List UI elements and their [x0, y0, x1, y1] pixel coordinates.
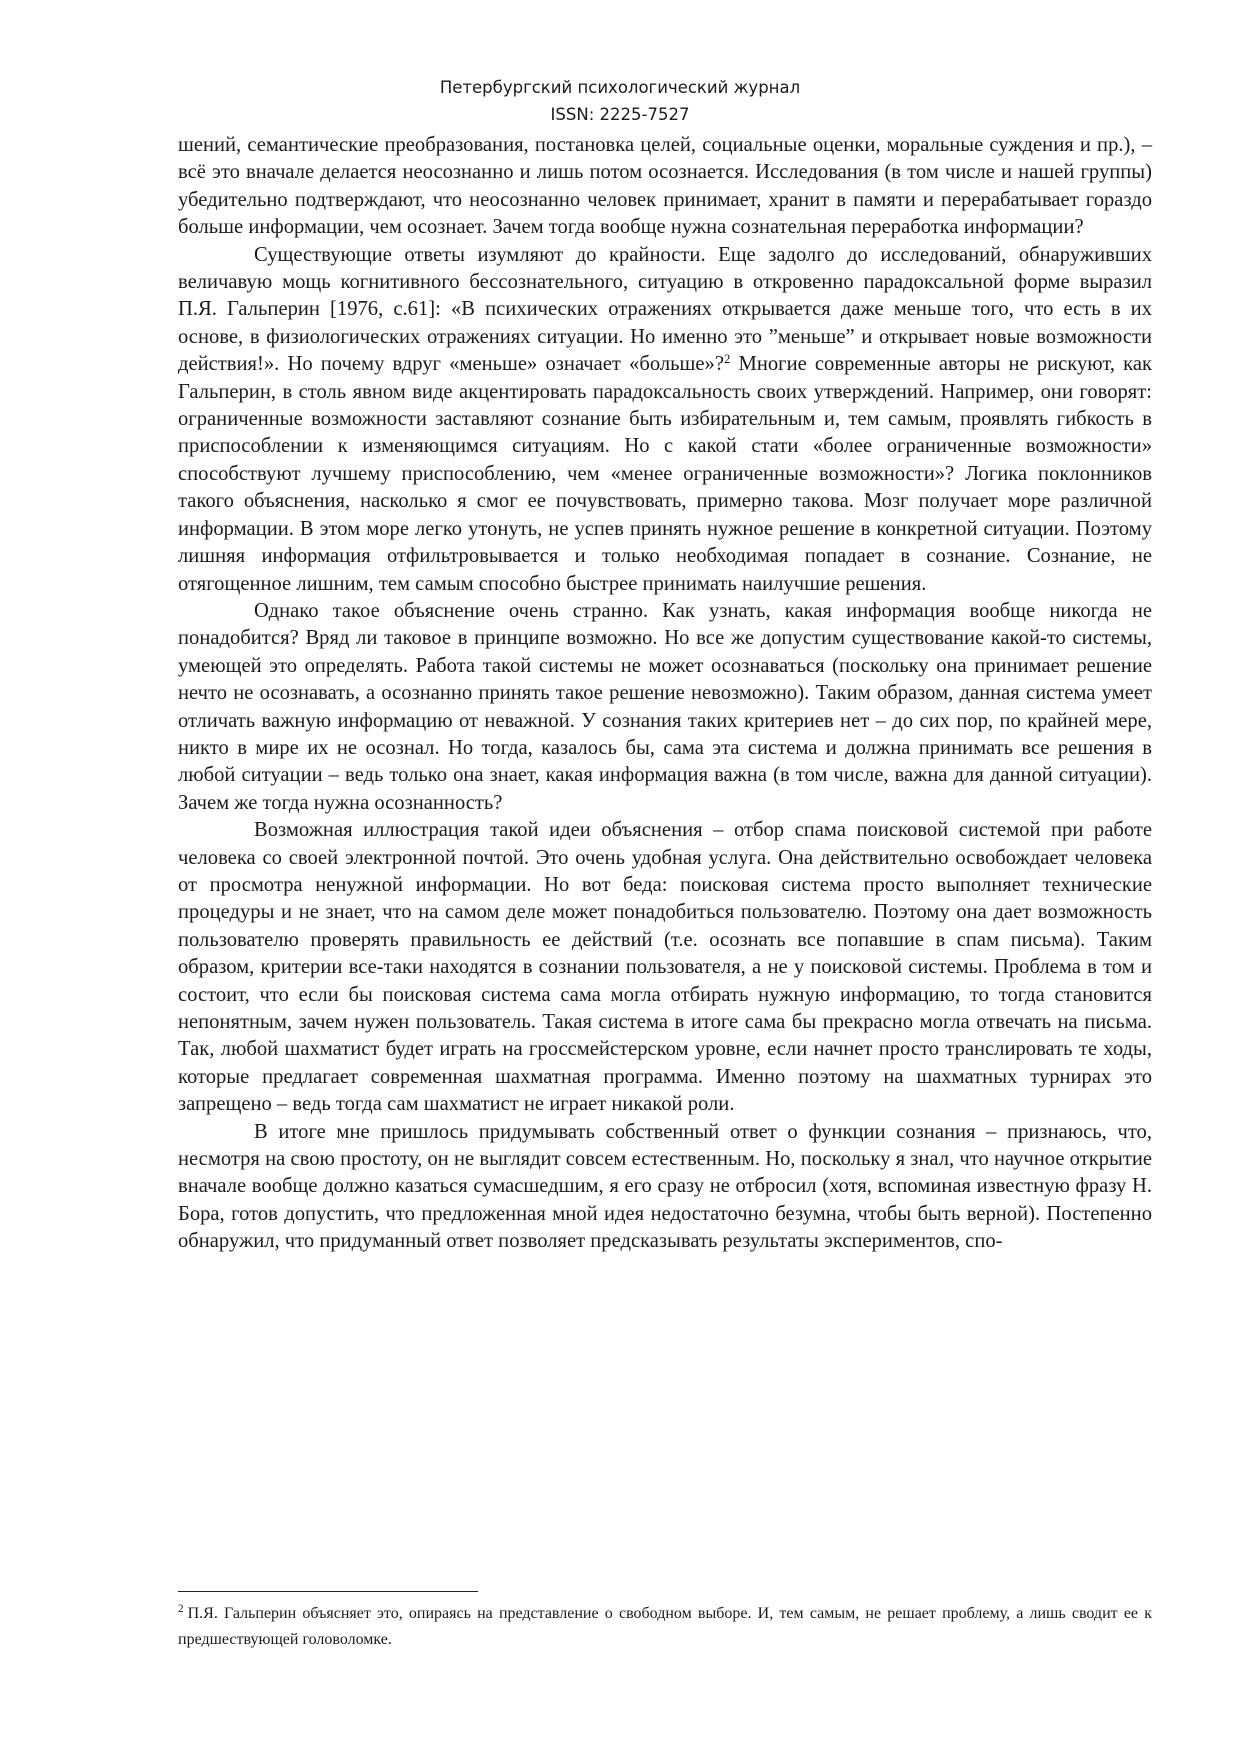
issn: ISSN: 2225-7527 [550, 105, 690, 124]
footnote-reference[interactable]: 2 [723, 352, 731, 367]
running-header [0, 74, 1240, 128]
footnote-text: П.Я. Гальперин объясняет это, опираясь на представление о свободном выборе. И, тем самым, не решает проблему, а лишь сводит ее к предшествующей головоломке. [178, 1605, 1152, 1648]
journal-title: Петербургский психологический журнал [439, 78, 801, 97]
paragraph-strange-explanation: Однако такое объяснение очень странно. Как узнать, какая информация вообще никогда не понадобится? Вряд ли таковое в принципе возможно. Но все же допустим существование какой-то системы, умеющей это определять. Работа такой системы не может осознаваться (поскольку она принимает решение нечто не осознавать, а осознанно принять такое решение невозможно). Таким образом, данная система умеет отличать важную информацию от неважной. У сознания таких критериев нет – до сих пор, по крайней мере, никто в мире их не осознал. Но тогда, казалось бы, сама эта система и должна принимать все решения в любой ситуации – ведь только она знает, какая информация важна (в том числе, важна для данной ситуации). Зачем же тогда нужна осознанность? [178, 599, 1152, 814]
paragraph-continued: шений, семантические преобразования, постановка целей, социальные оценки, моральные суждения и пр.), – всё это вначале делается неосознанно и лишь потом осознается. Исследования (в том числе и нашей группы) убедительно подтверждают, что неосознанно человек принимает, хранит в памяти и перерабатывает гораздо больше информации, чем осознает. Зачем тогда вообще нужна сознательная переработка информации? [178, 134, 1152, 239]
paragraph-text: Многие современные авторы не рискуют, как Гальперин, в столь явном виде акцентировать парадоксальность своих утверждений. Например, они говорят: ограниченные возможности заставляют сознание быть избирательным и, тем самым, проявлять гибкость в приспособлении к изменяющимся ситуациям. Но с какой стати «более ограниченные возможности» способствуют лучшему приспособлению, чем «менее ограниченные возможности»? Логика поклонников такого объяснения, насколько я смог ее почувствовать, примерно такова. Мозг получает море различной информации. В этом море легко утонуть, не успев принять нужное решение в конкретной ситуации. Поэтому лишняя информация отфильтровывается и только необходимая попадает в сознание. Сознание, не отягощенное лишним, тем самым способно быстрее принимать наилучшие решения. [178, 353, 1153, 595]
paragraph-text: Существующие ответы изумляют до крайности. Еще задолго до исследований, обнаруживших величавую мощь когнитивного бессознательного, ситуацию в откровенно парадоксальной форме выразил П.Я. Гальперин [1976, с.61]: «В психических отражениях открывается даже меньше того, что есть в их основе, в физиологических отражениях ситуации. Но именно это ”меньше” и открывает новые возможности действия!». Но почему вдруг «меньше» означает «больше»? [178, 243, 1152, 376]
footnote-mark: 2 [178, 1602, 184, 1615]
paragraph-own-answer: В итоге мне пришлось придумывать собственный ответ о функции сознания – признаюсь, что, несмотря на свою простоту, он не выглядит совсем естественным. Но, поскольку я знал, что научное открытие вначале вообще должно казаться сумасшедшим, я его сразу не отбросил (хотя, вспоминая известную фразу Н. Бора, готов допустить, что предложенная мной идея недостаточно безумна, чтобы быть верной). Постепенно обнаружил, что придуманный ответ позволяет предсказывать результаты экспериментов, спо- [178, 1120, 1152, 1253]
paragraph-galperin [178, 242, 1152, 598]
paragraph-spam-illustration: Возможная иллюстрация такой идеи объяснения – отбор спама поисковой системой при работе человека со своей электронной почтой. Это очень удобная услуга. Она действительно освобождает человека от просмотра ненужной информации. Но вот беда: поисковая система просто выполняет технические процедуры и не знает, что на самом деле может понадобиться пользователю. Поэтому она дает возможность пользователю проверять правильность ее действий (т.е. осознать все попавшие в спам письма). Таким образом, критерии все-таки находятся в сознании пользователя, а не у поисковой системы. Проблема в том и состоит, что если бы поисковая система сама могла отбирать нужную информацию, то тогда становится непонятным, зачем нужен пользователь. Такая система в итоге сама бы прекрасно могла отвечать на письма. Так, любой шахматист будет играть на гроссмейстерском уровне, если начнет просто транслировать те ходы, которые предлагает современная шахматная программа. Именно поэтому на шахматных турнирах это запрещено – ведь тогда сам шахматист не играет никакой роли. [178, 819, 1152, 1116]
footnote [178, 1601, 1152, 1653]
article-body [178, 132, 1152, 1256]
footnote-separator [178, 1591, 478, 1592]
